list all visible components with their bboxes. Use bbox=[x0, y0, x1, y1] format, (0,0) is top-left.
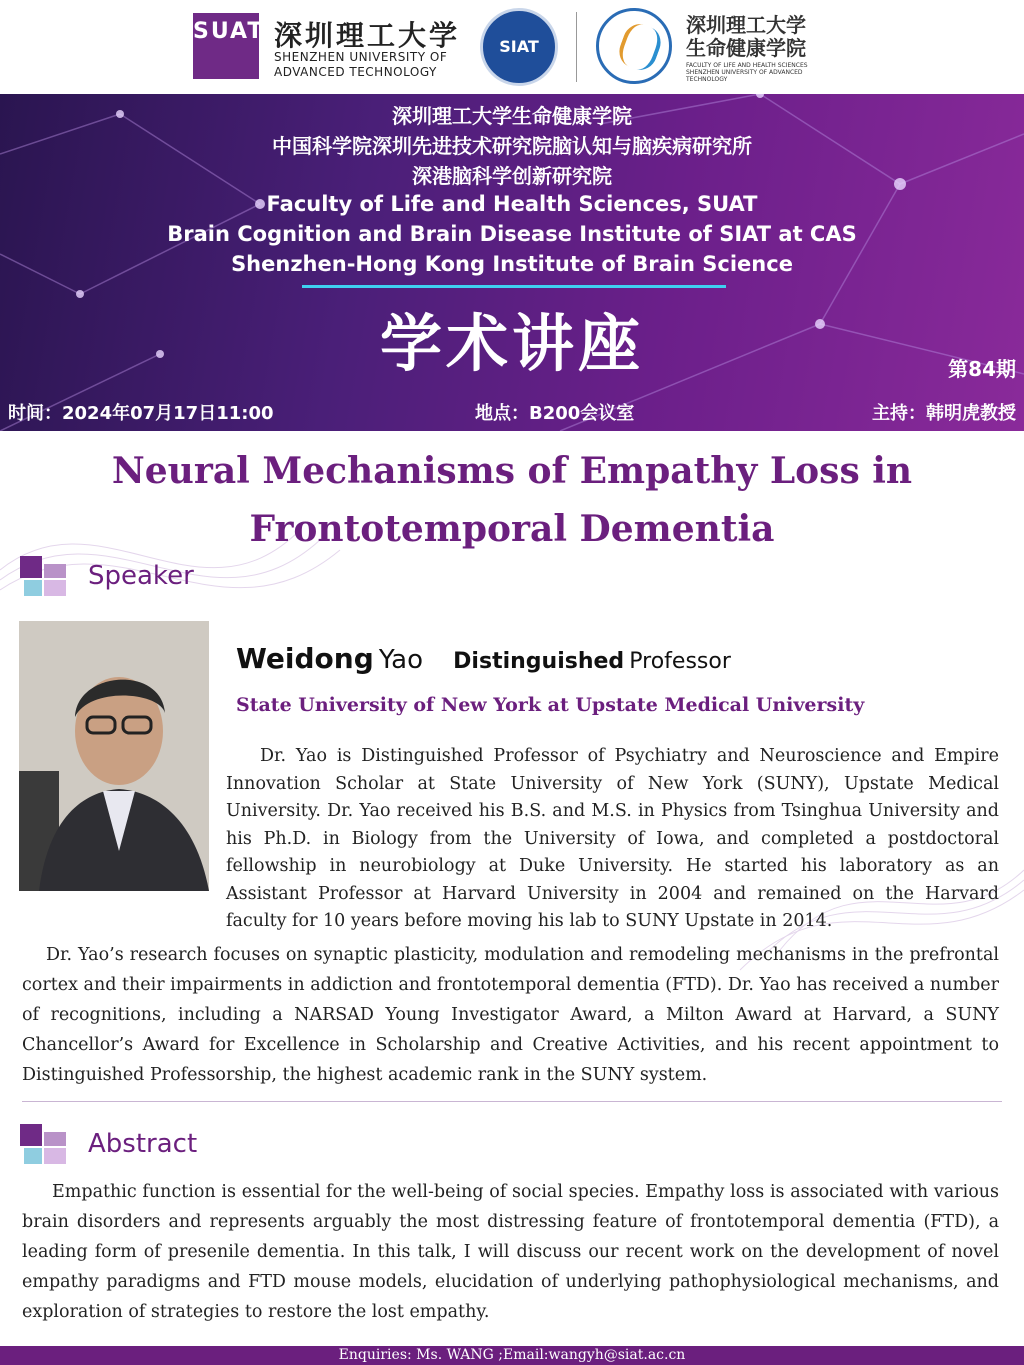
suat-name-cn: 深圳理工大学 bbox=[274, 19, 461, 52]
org-name-en-1: Faculty of Life and Health Sciences, SUAT bbox=[266, 192, 758, 216]
section-squares-icon bbox=[20, 1124, 68, 1168]
event-location: 地点：B200会议室 bbox=[475, 403, 635, 424]
event-time: 时间：2024年07月17日11:00 bbox=[8, 403, 274, 424]
event-banner bbox=[0, 94, 1024, 431]
suat-name-en: SHENZHEN UNIVERSITY OF ADVANCED TECHNOLOGY bbox=[274, 50, 448, 79]
speaker-affiliation: State University of New York at Upstate Medical University bbox=[236, 694, 865, 716]
abstract-text: Empathic function is essential for the well-being of social species. Empathy loss is associated with various brain disorders and represents arguably the most distressing feature of frontotemporal dementia (FTD), a leading form of presenile dementia. In this talk, I will discuss our recent work on the development of novel empathy paradigms and FTD mouse models, elucidation of underlying pathophysiological mechanisms, and exploration of strategies to restore the lost empathy. bbox=[22, 1182, 999, 1322]
abstract-section-label: Abstract bbox=[88, 1129, 198, 1159]
speaker-bio-part2: Dr. Yao’s research focuses on synaptic plasticity, modulation and remodeling mechanisms in the prefrontal cortex and their impairments in addiction and frontotemporal dementia (FTD). Dr. Yao has received a number of recognitions, including a NARSAD Young Investigator Award, a Milton Award at Harvard, a SUNY Chancellor’s Award for Excellence in Scholarship and Creative Activities, and his recent appointment to Distinguished Professorship, the highest academic rank in the SUNY system. bbox=[22, 945, 999, 1085]
org-name-cn-1: 深圳理工大学生命健康学院 bbox=[392, 104, 632, 128]
faculty-name-en: FACULTY OF LIFE AND HEALTH SCIENCES SHENZHEN UNIVERSITY OF ADVANCED TECHNOLOGY bbox=[686, 62, 808, 83]
speaker-portrait-icon bbox=[19, 621, 209, 891]
event-host: 主持：韩明虎教授 bbox=[872, 403, 1016, 424]
section-squares-icon bbox=[20, 556, 68, 600]
issue-number: 第84期 bbox=[948, 357, 1016, 381]
org-name-cn-2: 中国科学院深圳先进技术研究院脑认知与脑疾病研究所 bbox=[272, 134, 752, 158]
speaker-bio-part1: Dr. Yao is Distinguished Professor of Psychiatry and Neuroscience and Empire Innovation Scholar at State University of New York (SUNY), Upstate Medical University. Dr. Yao received his B.S. and M.S. in Physics from Tsinghua University and his Ph.D. in Biology from the University of Iowa, and completed a postdoctoral fellowship in neurobiology at Duke University. He started his laboratory as an Assistant Professor at Harvard University in 2004 and remained on the Harvard faculty for 10 years before moving his lab to SUNY Upstate in 2014. bbox=[226, 746, 999, 931]
talk-title: Neural Mechanisms of Empathy Loss in Frontotemporal Dementia bbox=[111, 450, 913, 550]
suat-logo-icon: SUAT bbox=[193, 13, 259, 79]
speaker-rank: Distinguished bbox=[453, 649, 625, 674]
speaker-photo bbox=[19, 621, 209, 891]
faculty-name-cn: 深圳理工大学 生命健康学院 bbox=[686, 13, 806, 60]
accent-divider bbox=[302, 285, 726, 288]
faculty-logo-icon bbox=[596, 8, 672, 84]
section-divider bbox=[22, 1101, 1002, 1102]
org-name-en-3: Shenzhen-Hong Kong Institute of Brain Science bbox=[231, 252, 793, 276]
logo-divider bbox=[576, 12, 577, 82]
footer-enquiries: Enquiries: Ms. WANG ;Email:wangyh@siat.ac.cn bbox=[0, 1346, 1024, 1365]
org-name-en-2: Brain Cognition and Brain Disease Institute of SIAT at CAS bbox=[167, 222, 857, 246]
event-type-title: 学术讲座 bbox=[379, 307, 644, 380]
logo-bar bbox=[0, 0, 1024, 94]
speaker-section-label: Speaker bbox=[88, 561, 194, 591]
org-name-cn-3: 深港脑科学创新研究院 bbox=[412, 164, 612, 188]
speaker-name: Weidong Yao Distinguished Professor bbox=[236, 642, 731, 675]
siat-logo-icon: SIAT bbox=[480, 8, 558, 86]
